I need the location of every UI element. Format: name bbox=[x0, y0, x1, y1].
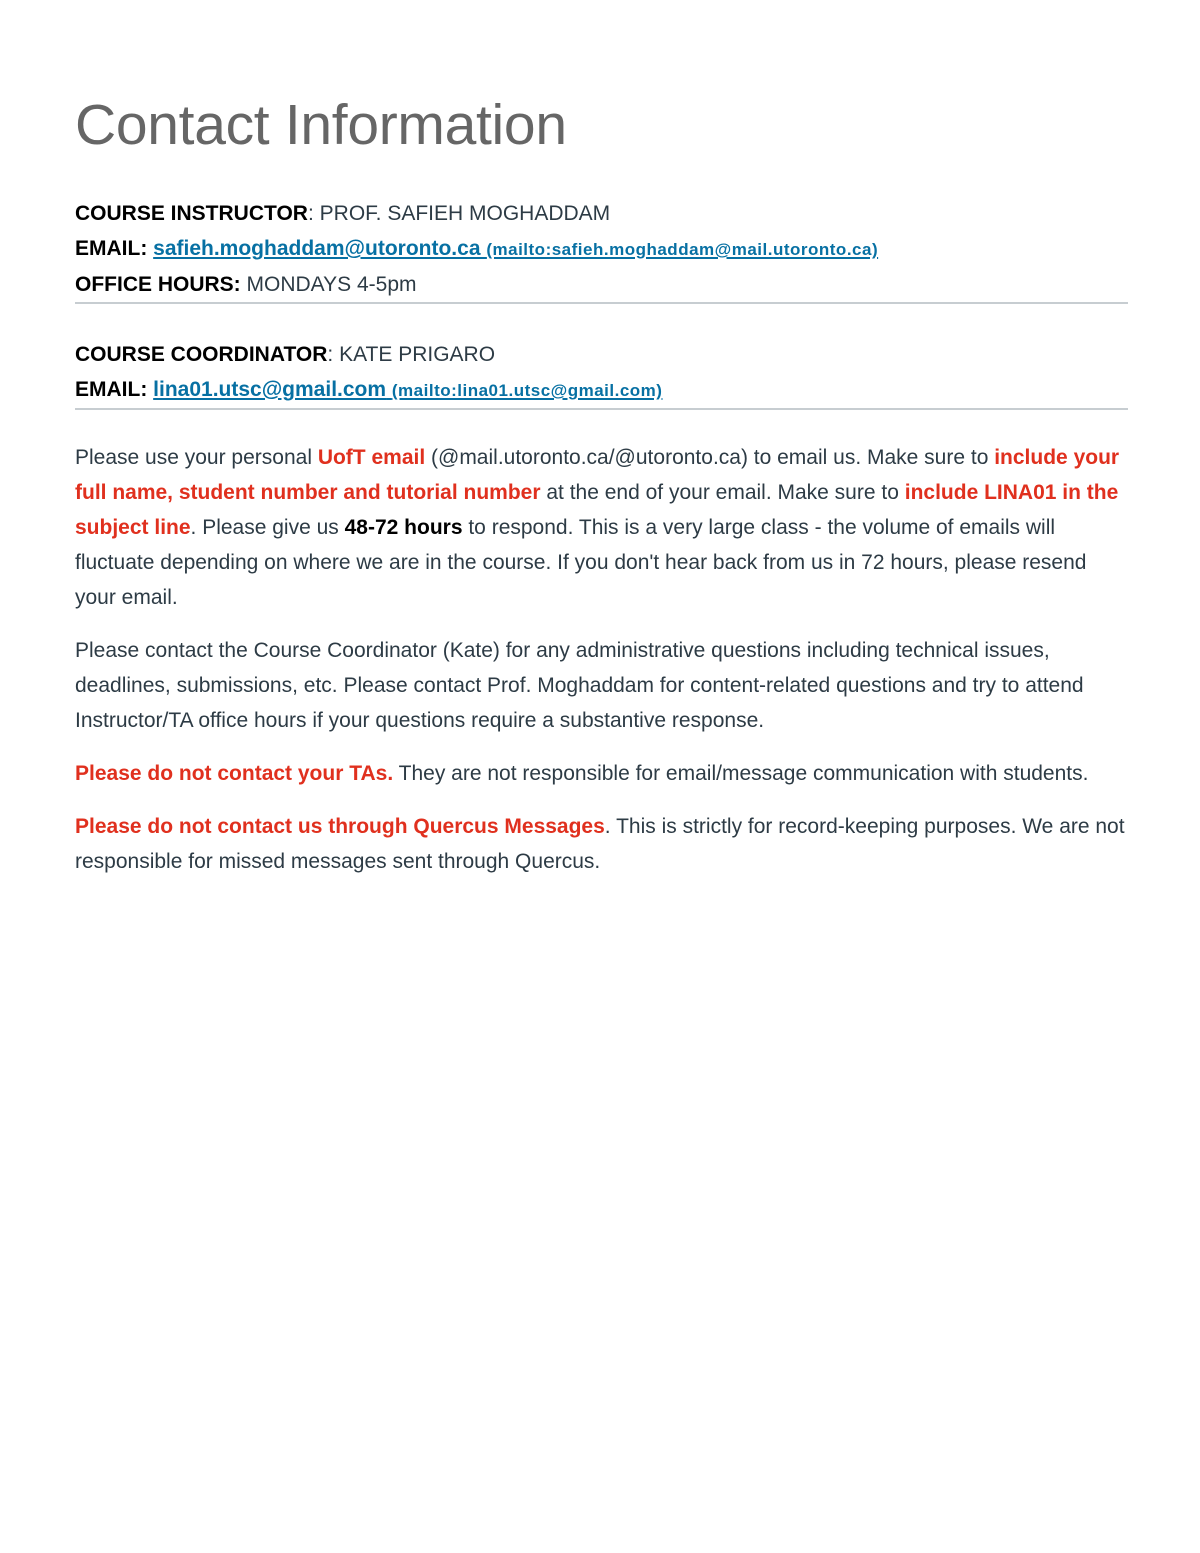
coordinator-row bbox=[75, 337, 1128, 372]
instructor-name: PROF. SAFIEH MOGHADDAM bbox=[319, 202, 611, 225]
emphasis-include-name: include your full name, student number and tutorial number bbox=[75, 446, 1120, 504]
instructor-email-row bbox=[75, 231, 1128, 267]
office-hours-row bbox=[75, 267, 1128, 302]
coordinator-name: KATE PRIGARO bbox=[339, 343, 496, 366]
emphasis-no-ta-contact: Please do not contact your TAs. bbox=[75, 762, 394, 785]
instructor-label: COURSE INSTRUCTOR bbox=[75, 202, 308, 225]
instructor-email-label: EMAIL: bbox=[75, 237, 154, 260]
coordinator-email-mailto: (mailto:lina01.utsc@gmail.com) bbox=[391, 381, 663, 400]
text-run: They are not responsible for email/message communication with students. bbox=[393, 762, 1089, 785]
text-run: . Please give us bbox=[190, 516, 345, 539]
office-hours-label: OFFICE HOURS: bbox=[75, 273, 241, 296]
instructions-body bbox=[75, 440, 1128, 879]
emphasis-uoft-email: UofT email bbox=[317, 446, 426, 469]
ta-contact-paragraph bbox=[75, 756, 1128, 791]
text-run: to respond. This is a very large class - the volume of emails will fluctuate depending on where we are in the course. If you don't hear back from us in 72 hours, please resend your email. bbox=[75, 516, 1087, 609]
text-run: . This is strictly for record-keeping purposes. We are not responsible for missed messages sent through Quercus. bbox=[75, 815, 1125, 873]
email-guidelines-paragraph bbox=[75, 440, 1128, 615]
instructor-email-text: safieh.moghaddam@utoronto.ca bbox=[153, 237, 481, 260]
document-page bbox=[75, 0, 1128, 897]
contact-roles-paragraph: Please contact the Course Coordinator (Kate) for any administrative questions including technical issues, deadlines, submissions, etc. Please contact Prof. Moghaddam for content-related questions and try to attend Instructor/TA office hours if your questions require a substantive response. bbox=[75, 639, 1084, 732]
coordinator-email-text: lina01.utsc@gmail.com bbox=[153, 378, 387, 401]
instructor-separator: : bbox=[307, 202, 320, 225]
divider bbox=[75, 408, 1128, 410]
instructor-email-link[interactable] bbox=[153, 237, 878, 260]
instructor-section bbox=[75, 196, 1128, 302]
office-hours-value: MONDAYS 4-5pm bbox=[240, 273, 417, 296]
coordinator-email-label: EMAIL: bbox=[75, 378, 154, 401]
page-title: Contact Information bbox=[75, 93, 567, 157]
coordinator-email-row bbox=[75, 372, 1128, 408]
quercus-paragraph bbox=[75, 809, 1128, 879]
coordinator-section bbox=[75, 337, 1128, 408]
text-run: (@mail.utoronto.ca/@utoronto.ca) to email us. Make sure to bbox=[425, 446, 995, 469]
instructor-row bbox=[75, 196, 1128, 231]
emphasis-response-time: 48-72 hours bbox=[344, 516, 463, 539]
text-run: at the end of your email. Make sure to bbox=[540, 481, 905, 504]
coordinator-email-link[interactable] bbox=[153, 378, 662, 401]
text-run: Please use your personal bbox=[75, 446, 318, 469]
divider bbox=[75, 302, 1128, 304]
emphasis-subject-line: include LINA01 in the subject line bbox=[75, 481, 1119, 539]
emphasis-no-quercus: Please do not contact us through Quercus Messages bbox=[75, 815, 605, 838]
coordinator-separator: : bbox=[327, 343, 340, 366]
instructor-email-mailto: (mailto:safieh.moghaddam@mail.utoronto.ca) bbox=[486, 240, 879, 259]
coordinator-label: COURSE COORDINATOR bbox=[75, 343, 328, 366]
